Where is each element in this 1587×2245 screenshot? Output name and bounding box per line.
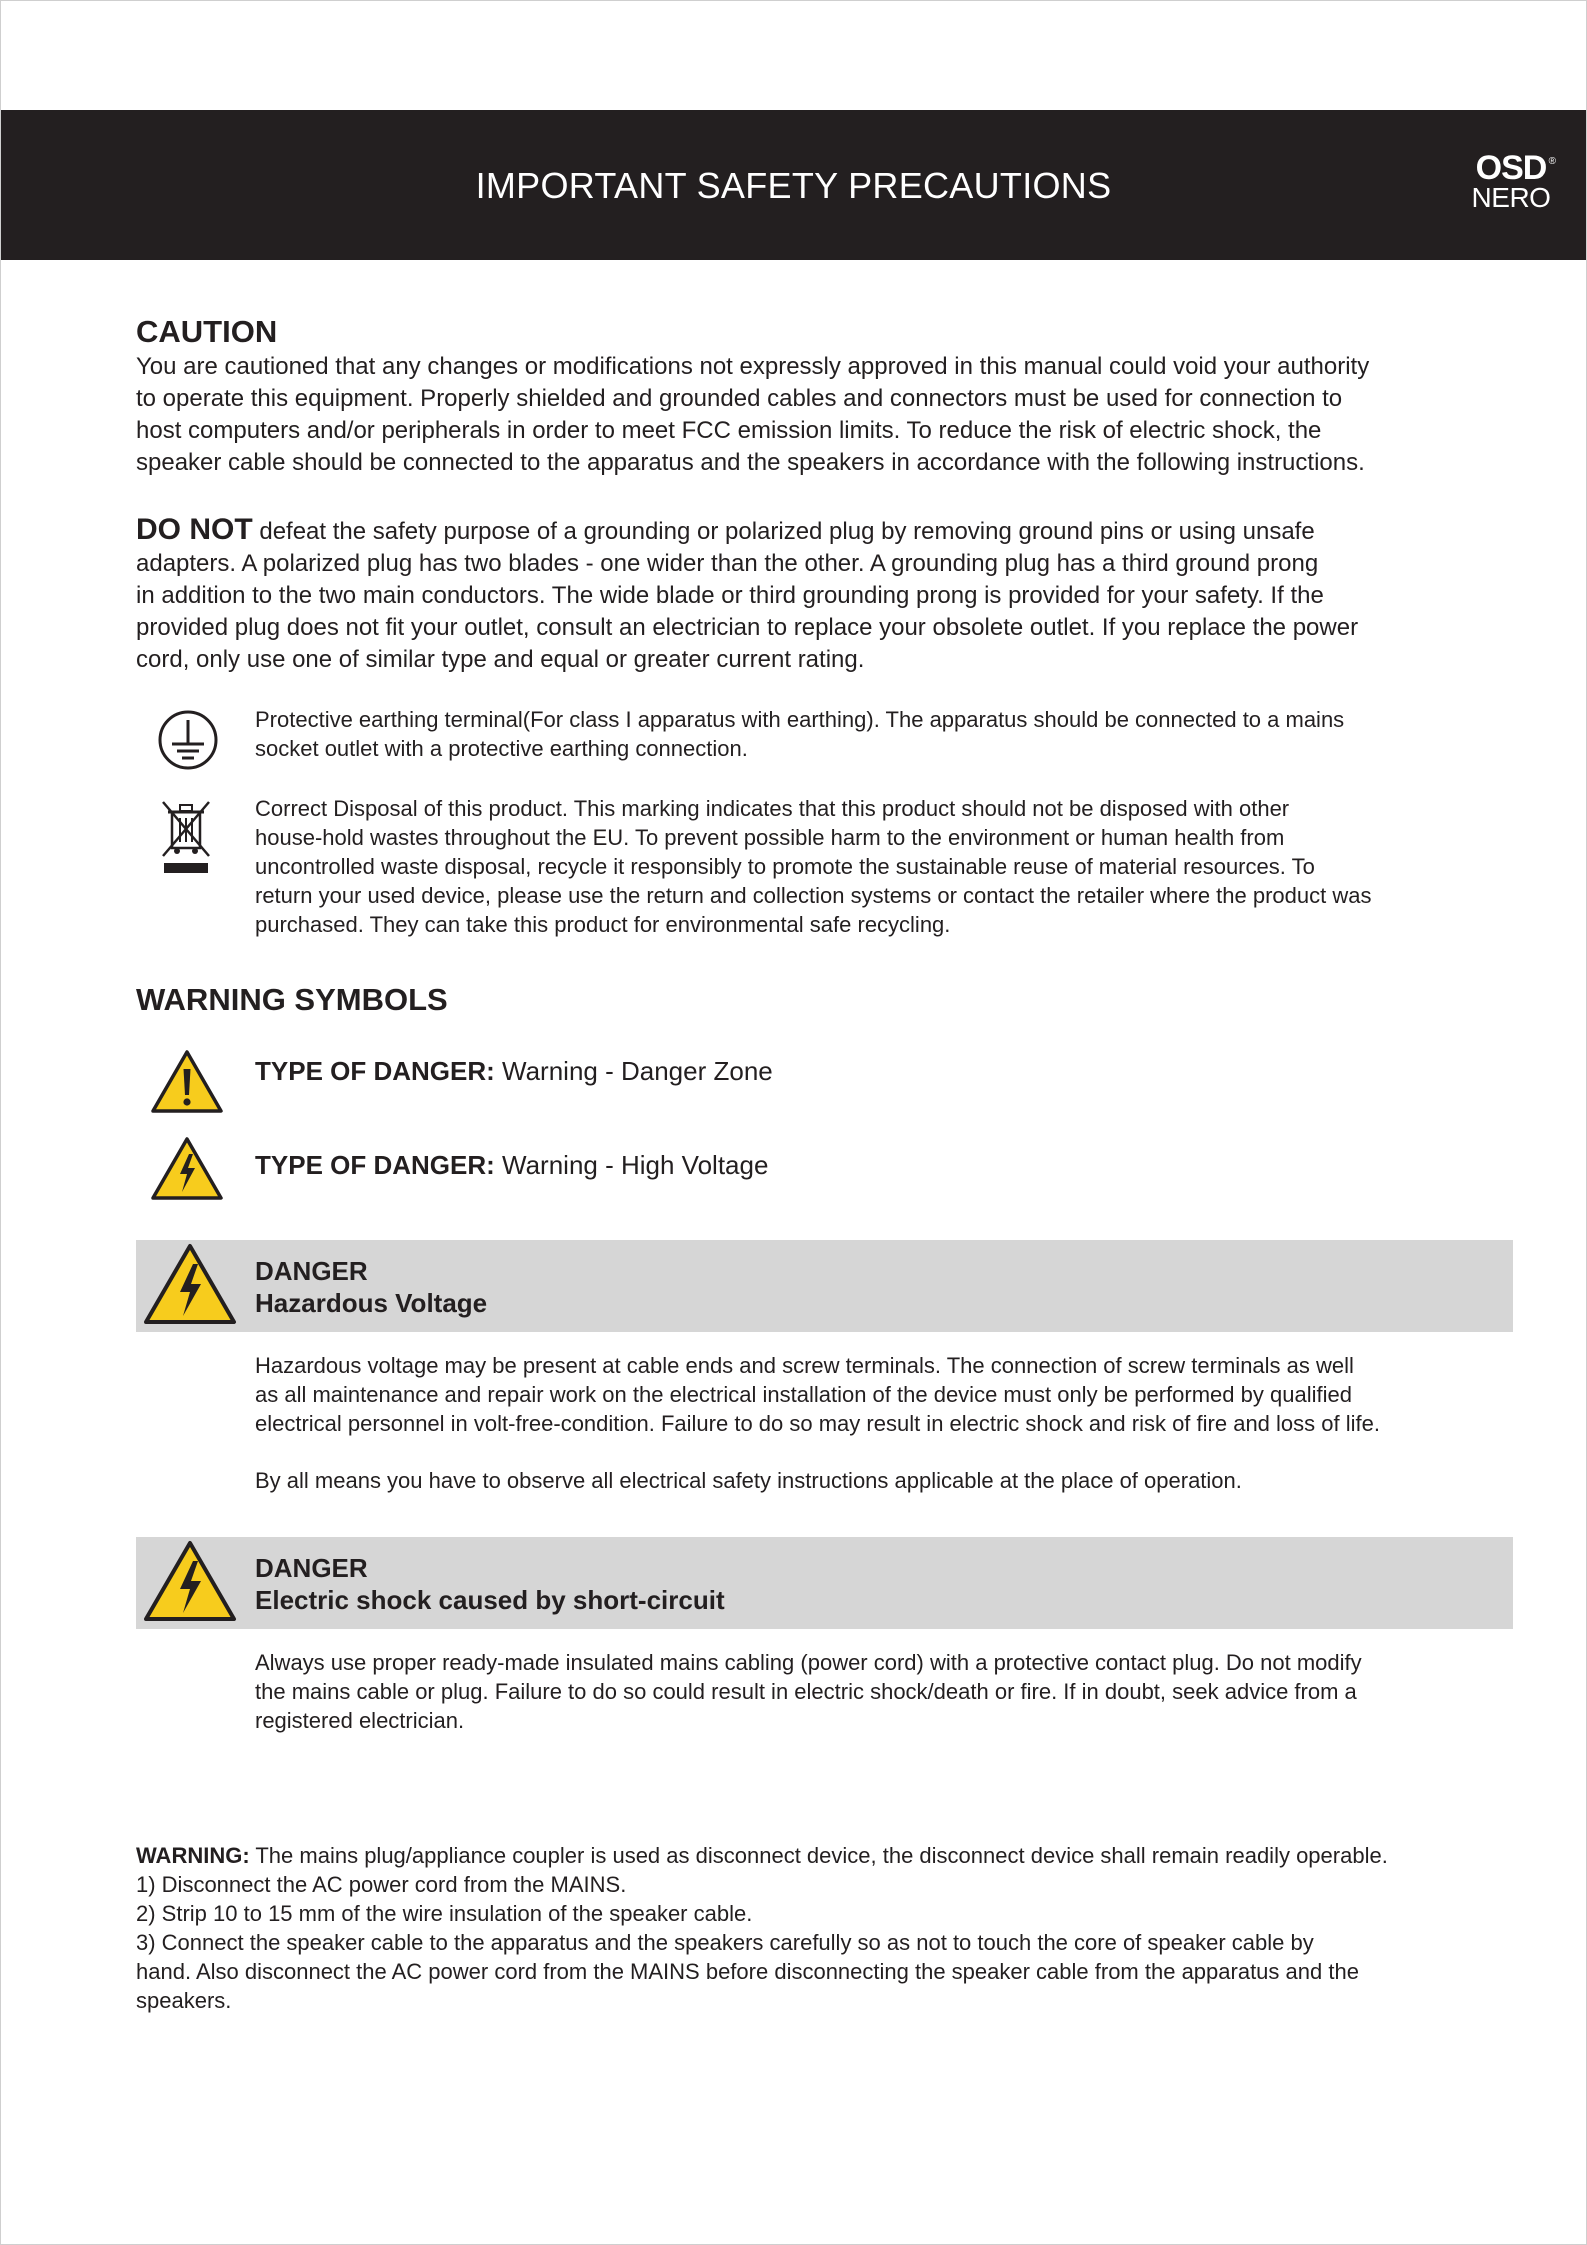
caution-line: host computers and/or peripherals in order to meet FCC emission limits. To reduce the risk of electric shock, the: [136, 417, 1322, 444]
do-not-first-line: [136, 514, 1516, 548]
warning-step: 2) Strip 10 to 15 mm of the wire insulation of the speaker cable.: [136, 1901, 753, 1926]
danger-zone-row: [255, 1056, 773, 1087]
electrical-safety-line: By all means you have to observe all electrical safety instructions applicable at the place of operation.: [255, 1468, 1242, 1493]
short-circuit-text: [255, 1648, 1362, 1735]
hazardous-voltage-text: [255, 1351, 1380, 1438]
warning-step: hand. Also disconnect the AC power cord from the MAINS before disconnecting the speaker cable from the apparatus and the: [136, 1959, 1359, 1984]
page-title: IMPORTANT SAFETY PRECAUTIONS: [475, 165, 1112, 206]
warning-symbols-heading: WARNING SYMBOLS: [136, 982, 448, 1017]
brand-logo: [1466, 149, 1556, 213]
hazardous-voltage-line: Hazardous voltage may be present at cable ends and screw terminals. The connection of screw terminals as well: [255, 1353, 1354, 1378]
electrical-safety-note: [255, 1466, 1242, 1495]
do-not-line: adapters. A polarized plug has two blades - one wider than the other. A grounding plug has a third ground prong: [136, 550, 1319, 577]
earthing-note: [255, 705, 1344, 763]
caution-heading: CAUTION: [136, 314, 278, 349]
caution-line: speaker cable should be connected to the apparatus and the speakers in accordance with the following instructions.: [136, 449, 1365, 476]
short-circuit-line: the mains cable or plug. Failure to do so could result in electric shock/death or fire. If in doubt, seek advice from a: [255, 1679, 1357, 1704]
short-circuit-line: registered electrician.: [255, 1708, 465, 1733]
type-of-danger-label: TYPE OF DANGER:: [255, 1056, 495, 1086]
type-of-danger-label: TYPE OF DANGER:: [255, 1150, 495, 1180]
danger-title: DANGER: [255, 1256, 368, 1286]
short-circuit-line: Always use proper ready-made insulated mains cabling (power cord) with a protective contact plug. Do not modify: [255, 1650, 1362, 1675]
do-not-first-line-text: defeat the safety purpose of a grounding or polarized plug by removing ground pins or using unsafe: [252, 518, 1315, 545]
caution-line: You are cautioned that any changes or modifications not expressly approved in this manual could void your authority: [136, 353, 1370, 380]
earthing-line: Protective earthing terminal(For class I apparatus with earthing). The apparatus should be connected to a mains: [255, 707, 1345, 732]
danger-subtitle: Electric shock caused by short-circuit: [255, 1585, 725, 1615]
disposal-line: Correct Disposal of this product. This marking indicates that this product should not be disposed with other: [255, 796, 1290, 821]
warning-first-line: [136, 1841, 1388, 1870]
high-voltage-icon: [142, 1242, 238, 1328]
logo-registered-mark: ®: [1548, 156, 1556, 167]
weee-bin-icon: [158, 800, 214, 878]
high-voltage-row: [255, 1150, 768, 1181]
type-of-danger-value: Warning - Danger Zone: [494, 1056, 773, 1086]
do-not-line: in addition to the two main conductors. The wide blade or third grounding prong is provided for your safety. If the: [136, 582, 1324, 609]
disposal-line: purchased. They can take this product for environmental safe recycling.: [255, 912, 951, 937]
do-not-line: provided plug does not fit your outlet, consult an electrician to replace your obsolete outlet. If you replace the power: [136, 614, 1359, 641]
caution-line: to operate this equipment. Properly shielded and grounded cables and connectors must be used for connection to: [136, 385, 1343, 412]
warning-paragraph: [136, 1841, 1388, 2015]
logo-nero: NERO: [1471, 182, 1551, 213]
danger-subtitle: Hazardous Voltage: [255, 1288, 488, 1318]
high-voltage-icon: [150, 1136, 224, 1202]
do-not-line: cord, only use one of similar type and equal or greater current rating.: [136, 646, 865, 673]
hazardous-voltage-line: as all maintenance and repair work on the electrical installation of the device must only be performed by qualified: [255, 1382, 1352, 1407]
warning-label: WARNING:: [136, 1843, 250, 1868]
caution-paragraph: [136, 351, 1516, 479]
high-voltage-icon: [142, 1539, 238, 1625]
protective-earth-icon: [156, 708, 220, 772]
disposal-line: house-hold wastes throughout the EU. To prevent possible harm to the environment or human health from: [255, 825, 1285, 850]
warning-step: 3) Connect the speaker cable to the apparatus and the speakers carefully so as not to touch the core of speaker cable by: [136, 1930, 1314, 1955]
warning-first-line-text: The mains plug/appliance coupler is used as disconnect device, the disconnect device shall remain readily operable.: [249, 1843, 1388, 1868]
exclamation-warning-icon: [150, 1049, 224, 1115]
earthing-line: socket outlet with a protective earthing connection.: [255, 736, 748, 761]
disposal-line: return your used device, please use the return and collection systems or contact the retailer where the product was: [255, 883, 1372, 908]
warning-step: 1) Disconnect the AC power cord from the MAINS.: [136, 1872, 627, 1897]
hazardous-voltage-line: electrical personnel in volt-free-condition. Failure to do so may result in electric shock and risk of fire and loss of life.: [255, 1411, 1380, 1436]
logo-osd: OSD: [1475, 149, 1547, 187]
warning-step: speakers.: [136, 1988, 232, 2013]
disposal-note: [255, 794, 1371, 939]
do-not-paragraph: [136, 514, 1516, 676]
danger-label-short-circuit: [255, 1552, 725, 1616]
danger-title: DANGER: [255, 1553, 368, 1583]
do-not-strong: DO NOT: [136, 513, 253, 546]
type-of-danger-value: Warning - High Voltage: [494, 1150, 769, 1180]
disposal-line: uncontrolled waste disposal, recycle it responsibly to promote the sustainable reuse of material resources. To: [255, 854, 1315, 879]
danger-label-hazardous-voltage: [255, 1255, 487, 1319]
